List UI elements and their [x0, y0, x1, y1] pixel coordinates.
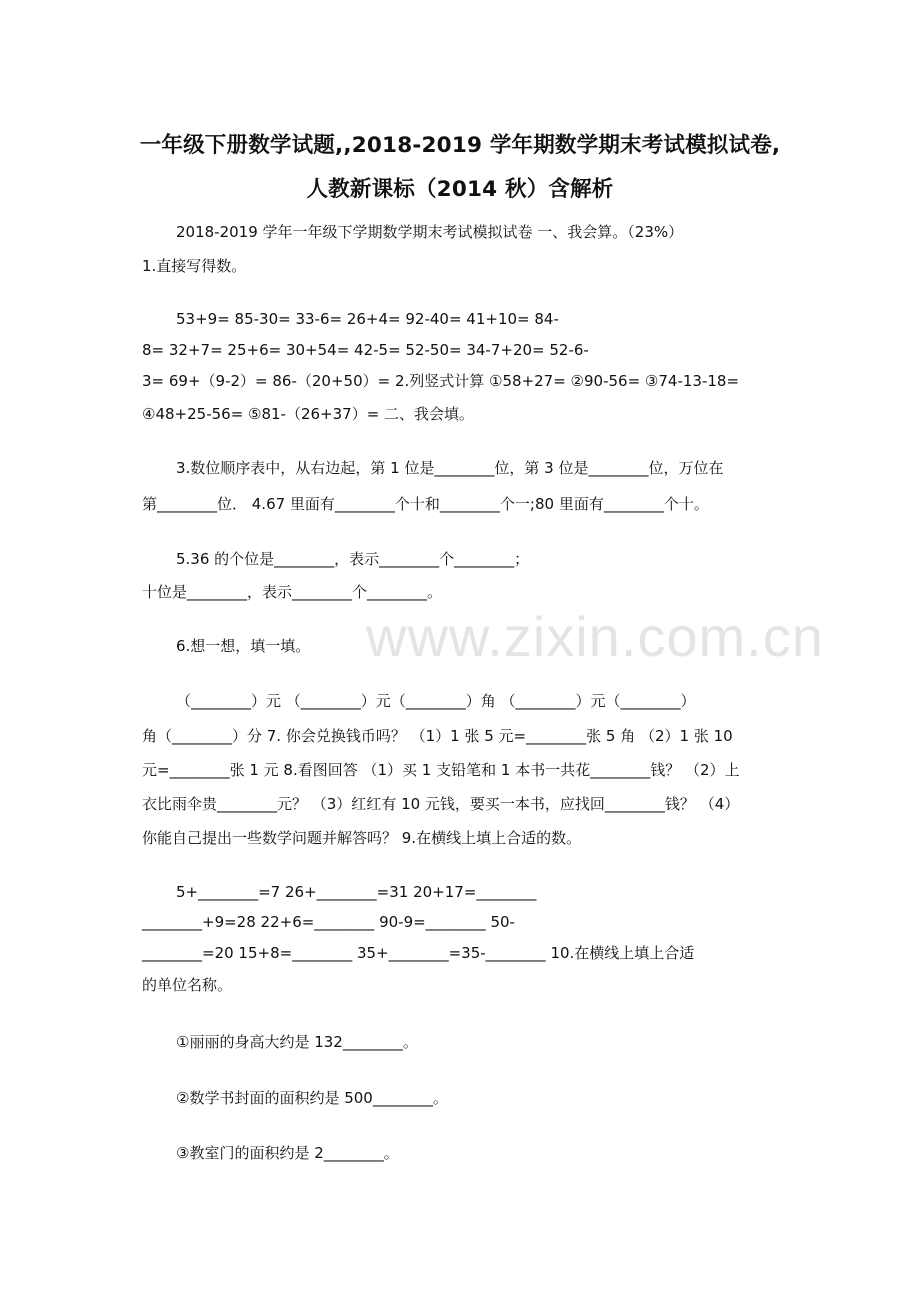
question-10-heading: 的单位名称。: [142, 976, 233, 994]
question-5-line: 十位是________，表示________个________。: [142, 583, 443, 601]
question-7-line: 角（________）分 7. 你会兑换钱币吗？ （1）1 张 5 元=________张 5 角 （2）1 张 10: [142, 727, 733, 745]
unit-question-3: ③教室门的面积约是 2________。: [176, 1144, 399, 1162]
question-1-heading: 1.直接写得数。: [142, 257, 247, 275]
question-8-line: 衣比雨伞贵________元？ （3）红红有 10 元钱，要买一本书，应找回________钱？ （4）: [142, 795, 740, 813]
question-9-line: ________=20 15+8=________ 35+________=35-________ 10.在横线上填上合适: [142, 944, 695, 962]
arithmetic-line: ④48+25-56= ⑤81-（26+37）= 二、我会填。: [142, 405, 475, 423]
question-9-heading: 你能自己提出一些数学问题并解答吗？ 9.在横线上填上合适的数。: [142, 829, 582, 847]
question-9-line: ________+9=28 22+6=________ 90-9=________ 50-: [142, 913, 515, 931]
unit-question-1: ①丽丽的身高大约是 132________。: [176, 1033, 418, 1051]
question-4-line: 第________位． 4.67 里面有________个十和________个一;80 里面有________个十。: [142, 495, 709, 513]
document-title-line-2: 人教新课标（2014 秋）含解析: [306, 177, 614, 202]
question-9-line: 5+________=7 26+________=31 20+17=________: [176, 883, 537, 901]
unit-question-2: ②数学书封面的面积约是 500________。: [176, 1089, 448, 1107]
exam-heading: 2018-2019 学年一年级下学期数学期末考试模拟试卷 一、我会算。（23%）: [176, 223, 684, 241]
question-6-heading: 6.想一想，填一填。: [176, 637, 311, 655]
question-3-line: 3.数位顺序表中，从右边起，第 1 位是________位，第 3 位是________位，万位在: [176, 459, 724, 477]
arithmetic-line: 3= 69+（9-2）= 86-（20+50）= 2.列竖式计算 ①58+27= ②90-56= ③74-13-18=: [142, 372, 740, 390]
arithmetic-line: 53+9= 85-30= 33-6= 26+4= 92-40= 41+10= 84-: [176, 310, 559, 328]
money-fill-line: （________）元 （________）元（________）角 （________）元（________）: [176, 692, 696, 710]
watermark: www.zixin.com.cn: [366, 605, 824, 668]
document-title-line-1: 一年级下册数学试题,,2018-2019 学年期数学期末考试模拟试卷,: [139, 133, 781, 158]
question-5-line: 5.36 的个位是________，表示________个________；: [176, 550, 530, 568]
arithmetic-line: 8= 32+7= 25+6= 30+54= 42-5= 52-50= 34-7+20= 52-6-: [142, 341, 589, 359]
question-8-line: 元=________张 1 元 8.看图回答 （1）买 1 支铅笔和 1 本书一共花________钱？ （2）上: [142, 761, 740, 779]
